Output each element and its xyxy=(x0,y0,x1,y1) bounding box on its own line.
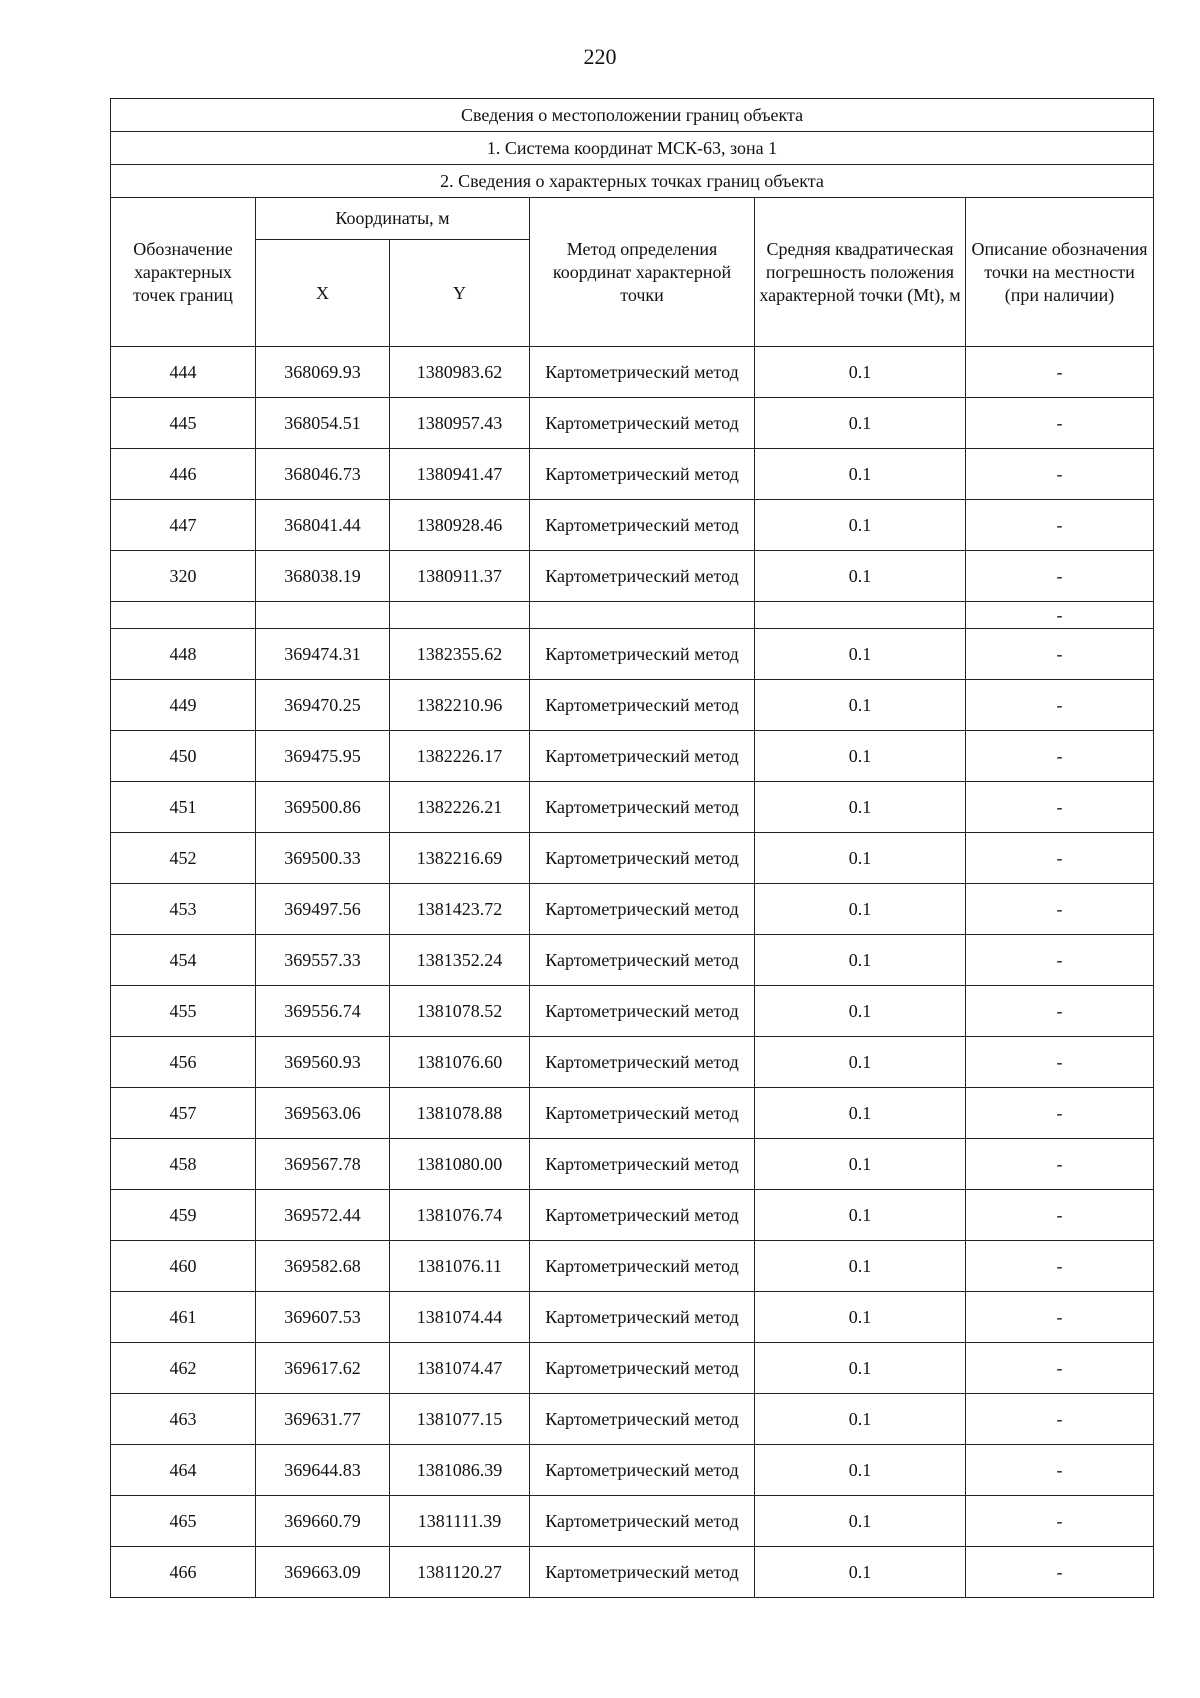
cell-y: 1382210.96 xyxy=(390,680,530,731)
cell-description: - xyxy=(966,629,1154,680)
table-row xyxy=(111,1496,1154,1547)
table-row xyxy=(111,1394,1154,1445)
header-x: X xyxy=(256,240,390,347)
cell-method: Картометрический метод xyxy=(530,398,755,449)
cell-description: - xyxy=(966,884,1154,935)
table-body xyxy=(111,347,1154,1598)
table-row xyxy=(111,1292,1154,1343)
cell-x: 368069.93 xyxy=(256,347,390,398)
cell-y: 1381352.24 xyxy=(390,935,530,986)
cell-method: Картометрический метод xyxy=(530,1496,755,1547)
cell-mean-error: 0.1 xyxy=(755,833,966,884)
cell-x: 369474.31 xyxy=(256,629,390,680)
table-row xyxy=(111,500,1154,551)
cell-description: - xyxy=(966,1547,1154,1598)
cell-x xyxy=(256,602,390,629)
cell-x: 369582.68 xyxy=(256,1241,390,1292)
cell-description: - xyxy=(966,1496,1154,1547)
cell-method xyxy=(530,602,755,629)
cell-y: 1380911.37 xyxy=(390,551,530,602)
cell-mean-error: 0.1 xyxy=(755,1241,966,1292)
cell-y: 1382355.62 xyxy=(390,629,530,680)
cell-method: Картометрический метод xyxy=(530,1088,755,1139)
cell-description: - xyxy=(966,449,1154,500)
cell-description: - xyxy=(966,1343,1154,1394)
header-mean-error: Средняя квадратическая погрешность положения характерной точки (Mt), м xyxy=(755,198,966,347)
cell-point-id: 463 xyxy=(111,1394,256,1445)
cell-mean-error: 0.1 xyxy=(755,449,966,500)
header-method: Метод определения координат характерной точки xyxy=(530,198,755,347)
cell-y: 1381086.39 xyxy=(390,1445,530,1496)
cell-y: 1381074.47 xyxy=(390,1343,530,1394)
cell-mean-error: 0.1 xyxy=(755,347,966,398)
table-row xyxy=(111,1343,1154,1394)
table-title: Сведения о местоположении границ объекта xyxy=(111,99,1154,132)
cell-y: 1380941.47 xyxy=(390,449,530,500)
cell-point-id: 464 xyxy=(111,1445,256,1496)
table-row xyxy=(111,884,1154,935)
cell-y: 1382216.69 xyxy=(390,833,530,884)
cell-point-id: 459 xyxy=(111,1190,256,1241)
table-row xyxy=(111,1190,1154,1241)
table-row xyxy=(111,1445,1154,1496)
table-row xyxy=(111,935,1154,986)
cell-mean-error: 0.1 xyxy=(755,986,966,1037)
cell-point-id: 447 xyxy=(111,500,256,551)
cell-point-id: 450 xyxy=(111,731,256,782)
cell-x: 369500.86 xyxy=(256,782,390,833)
table-row xyxy=(111,1088,1154,1139)
cell-method: Картометрический метод xyxy=(530,1139,755,1190)
cell-x: 369567.78 xyxy=(256,1139,390,1190)
cell-point-id: 462 xyxy=(111,1343,256,1394)
page-number: 220 xyxy=(583,44,617,69)
cell-mean-error: 0.1 xyxy=(755,1445,966,1496)
cell-y: 1381077.15 xyxy=(390,1394,530,1445)
cell-mean-error: 0.1 xyxy=(755,782,966,833)
cell-description: - xyxy=(966,731,1154,782)
cell-y: 1382226.17 xyxy=(390,731,530,782)
cell-description: - xyxy=(966,1139,1154,1190)
cell-x: 368054.51 xyxy=(256,398,390,449)
cell-description: - xyxy=(966,1241,1154,1292)
table-row xyxy=(111,1547,1154,1598)
cell-x: 368038.19 xyxy=(256,551,390,602)
cell-x: 369660.79 xyxy=(256,1496,390,1547)
table-row xyxy=(111,986,1154,1037)
cell-method: Картометрический метод xyxy=(530,731,755,782)
cell-description: - xyxy=(966,986,1154,1037)
cell-method: Картометрический метод xyxy=(530,680,755,731)
cell-x: 369607.53 xyxy=(256,1292,390,1343)
cell-y: 1381120.27 xyxy=(390,1547,530,1598)
cell-mean-error: 0.1 xyxy=(755,884,966,935)
cell-description: - xyxy=(966,1190,1154,1241)
table-row xyxy=(111,833,1154,884)
cell-point-id: 457 xyxy=(111,1088,256,1139)
cell-method: Картометрический метод xyxy=(530,1547,755,1598)
cell-mean-error: 0.1 xyxy=(755,1037,966,1088)
cell-mean-error: 0.1 xyxy=(755,629,966,680)
cell-x: 369560.93 xyxy=(256,1037,390,1088)
cell-mean-error: 0.1 xyxy=(755,1292,966,1343)
cell-y: 1381080.00 xyxy=(390,1139,530,1190)
cell-y: 1382226.21 xyxy=(390,782,530,833)
cell-description: - xyxy=(966,347,1154,398)
table-row xyxy=(111,731,1154,782)
cell-mean-error: 0.1 xyxy=(755,680,966,731)
cell-method: Картометрический метод xyxy=(530,1445,755,1496)
cell-point-id: 455 xyxy=(111,986,256,1037)
cell-point-id: 458 xyxy=(111,1139,256,1190)
cell-point-id: 456 xyxy=(111,1037,256,1088)
table-row xyxy=(111,347,1154,398)
cell-x: 368046.73 xyxy=(256,449,390,500)
cell-y: 1381074.44 xyxy=(390,1292,530,1343)
cell-mean-error: 0.1 xyxy=(755,935,966,986)
cell-point-id: 445 xyxy=(111,398,256,449)
cell-y: 1381076.11 xyxy=(390,1241,530,1292)
table-row xyxy=(111,1241,1154,1292)
cell-mean-error: 0.1 xyxy=(755,500,966,551)
cell-point-id: 453 xyxy=(111,884,256,935)
cell-x: 369563.06 xyxy=(256,1088,390,1139)
cell-point-id: 320 xyxy=(111,551,256,602)
cell-mean-error: 0.1 xyxy=(755,1496,966,1547)
table-row xyxy=(111,1037,1154,1088)
cell-point-id: 461 xyxy=(111,1292,256,1343)
cell-mean-error: 0.1 xyxy=(755,731,966,782)
cell-y: 1381111.39 xyxy=(390,1496,530,1547)
cell-mean-error: 0.1 xyxy=(755,1139,966,1190)
cell-x: 369470.25 xyxy=(256,680,390,731)
cell-x: 369572.44 xyxy=(256,1190,390,1241)
cell-y: 1381076.60 xyxy=(390,1037,530,1088)
points-section-heading: 2. Сведения о характерных точках границ объекта xyxy=(111,165,1154,198)
cell-description: - xyxy=(966,680,1154,731)
cell-description: - xyxy=(966,935,1154,986)
cell-y: 1380983.62 xyxy=(390,347,530,398)
cell-y: 1381423.72 xyxy=(390,884,530,935)
cell-mean-error: 0.1 xyxy=(755,398,966,449)
cell-method: Картометрический метод xyxy=(530,935,755,986)
cell-method: Картометрический метод xyxy=(530,986,755,1037)
cell-method: Картометрический метод xyxy=(530,1037,755,1088)
cell-point-id: 446 xyxy=(111,449,256,500)
cell-description: - xyxy=(966,398,1154,449)
cell-x: 369631.77 xyxy=(256,1394,390,1445)
cell-mean-error: 0.1 xyxy=(755,1394,966,1445)
cell-method: Картометрический метод xyxy=(530,1343,755,1394)
cell-mean-error: 0.1 xyxy=(755,1190,966,1241)
cell-description: - xyxy=(966,833,1154,884)
table-row xyxy=(111,398,1154,449)
cell-point-id: 449 xyxy=(111,680,256,731)
cell-y: 1381078.88 xyxy=(390,1088,530,1139)
cell-description: - xyxy=(966,1445,1154,1496)
header-point-id: Обозначение характерных точек границ xyxy=(111,198,256,347)
cell-description: - xyxy=(966,1037,1154,1088)
cell-y xyxy=(390,602,530,629)
cell-x: 369663.09 xyxy=(256,1547,390,1598)
table-row xyxy=(111,449,1154,500)
cell-point-id: 460 xyxy=(111,1241,256,1292)
header-y: Y xyxy=(390,240,530,347)
cell-mean-error: 0.1 xyxy=(755,1547,966,1598)
cell-description: - xyxy=(966,602,1154,629)
table-row xyxy=(111,551,1154,602)
cell-method: Картометрический метод xyxy=(530,1292,755,1343)
table-row xyxy=(111,680,1154,731)
cell-x: 369475.95 xyxy=(256,731,390,782)
cell-method: Картометрический метод xyxy=(530,1394,755,1445)
table-row xyxy=(111,629,1154,680)
table-row xyxy=(111,1139,1154,1190)
cell-point-id: 466 xyxy=(111,1547,256,1598)
cell-point-id: 451 xyxy=(111,782,256,833)
cell-description: - xyxy=(966,1088,1154,1139)
coordinate-system-heading: 1. Система координат МСК-63, зона 1 xyxy=(111,132,1154,165)
cell-point-id: 465 xyxy=(111,1496,256,1547)
cell-method: Картометрический метод xyxy=(530,347,755,398)
cell-description: - xyxy=(966,782,1154,833)
cell-y: 1380957.43 xyxy=(390,398,530,449)
cell-y: 1381076.74 xyxy=(390,1190,530,1241)
cell-x: 369556.74 xyxy=(256,986,390,1037)
table-row xyxy=(111,602,1154,629)
cell-description: - xyxy=(966,1292,1154,1343)
cell-x: 368041.44 xyxy=(256,500,390,551)
cell-mean-error xyxy=(755,602,966,629)
cell-method: Картометрический метод xyxy=(530,449,755,500)
table-row xyxy=(111,782,1154,833)
cell-method: Картометрический метод xyxy=(530,884,755,935)
cell-method: Картометрический метод xyxy=(530,551,755,602)
cell-description: - xyxy=(966,551,1154,602)
cell-x: 369644.83 xyxy=(256,1445,390,1496)
cell-x: 369557.33 xyxy=(256,935,390,986)
cell-method: Картометрический метод xyxy=(530,629,755,680)
cell-method: Картометрический метод xyxy=(530,833,755,884)
cell-point-id: 444 xyxy=(111,347,256,398)
cell-mean-error: 0.1 xyxy=(755,1088,966,1139)
cell-x: 369500.33 xyxy=(256,833,390,884)
cell-x: 369617.62 xyxy=(256,1343,390,1394)
header-coordinates: Координаты, м xyxy=(256,198,530,240)
cell-description: - xyxy=(966,500,1154,551)
cell-mean-error: 0.1 xyxy=(755,1343,966,1394)
cell-method: Картометрический метод xyxy=(530,500,755,551)
cell-x: 369497.56 xyxy=(256,884,390,935)
cell-method: Картометрический метод xyxy=(530,782,755,833)
cell-point-id: 452 xyxy=(111,833,256,884)
cell-y: 1381078.52 xyxy=(390,986,530,1037)
cell-method: Картометрический метод xyxy=(530,1241,755,1292)
cell-point-id: 448 xyxy=(111,629,256,680)
boundary-points-table xyxy=(110,98,1154,1598)
cell-y: 1380928.46 xyxy=(390,500,530,551)
cell-point-id xyxy=(111,602,256,629)
cell-method: Картометрический метод xyxy=(530,1190,755,1241)
cell-mean-error: 0.1 xyxy=(755,551,966,602)
cell-point-id: 454 xyxy=(111,935,256,986)
cell-description: - xyxy=(966,1394,1154,1445)
header-description: Описание обозначения точки на местности (при наличии) xyxy=(966,198,1154,347)
